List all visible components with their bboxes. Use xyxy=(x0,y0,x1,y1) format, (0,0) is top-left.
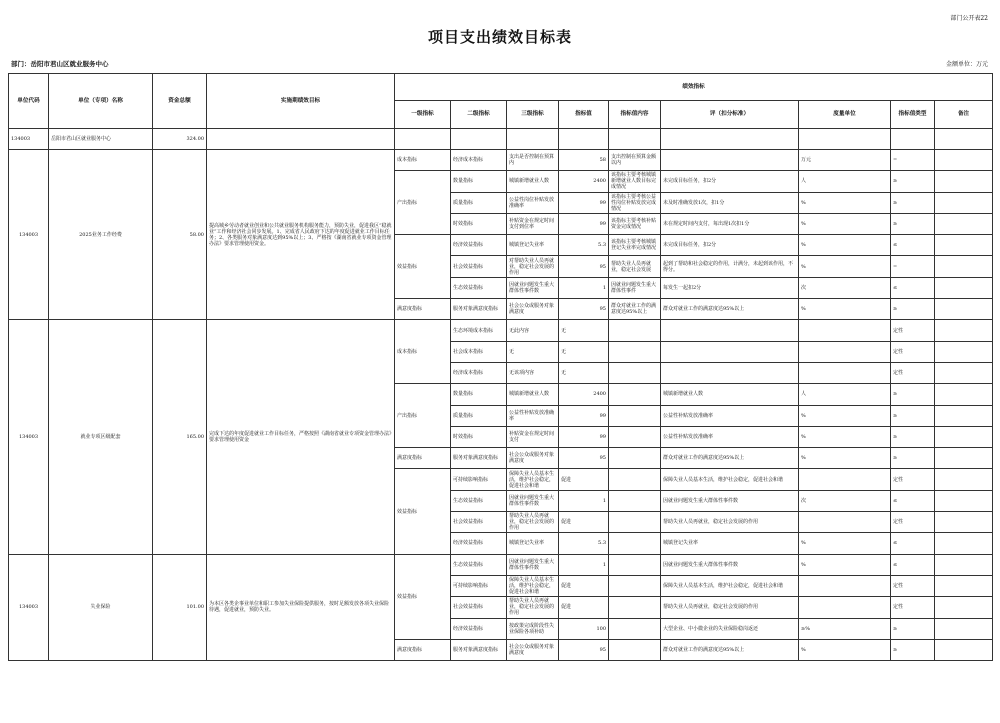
level3-indicator: 无 xyxy=(507,341,559,362)
note-cell xyxy=(935,639,993,660)
indicator-type: ≥ xyxy=(891,299,935,320)
measure-unit xyxy=(799,320,891,341)
col-header-goal: 实施期绩效目标 xyxy=(207,74,395,129)
note-cell xyxy=(935,533,993,554)
note-cell xyxy=(935,384,993,405)
indicator-type: ≤ xyxy=(891,277,935,298)
report-number: 部门公开表22 xyxy=(950,15,988,22)
col-header-code: 单位代码 xyxy=(9,74,49,129)
scoring-criteria: 因就业问题发生重大群体性事件数 xyxy=(661,554,799,575)
level1-indicator: 满意度指标 xyxy=(395,448,451,469)
scoring-criteria xyxy=(661,341,799,362)
level3-indicator: 无该项内容 xyxy=(507,362,559,383)
project-goal: 完成下达的年度促进就业工作目标任务，严格按照《湖南省就业专项资金管理办法》要求管理使用资金 xyxy=(207,320,395,554)
project-name: 失业保险 xyxy=(49,554,153,660)
indicator-type: ≤ xyxy=(891,235,935,256)
indicator-type: ≤ xyxy=(891,490,935,511)
indicator-value: 无 xyxy=(559,362,609,383)
indicator-type: 定性 xyxy=(891,341,935,362)
indicator-content xyxy=(609,426,661,447)
scoring-criteria: 因就业问题发生重大群体性事件数 xyxy=(661,490,799,511)
indicator-value: 2400 xyxy=(559,384,609,405)
indicator-value: 促进 xyxy=(559,512,609,533)
indicator-value: 95 xyxy=(559,639,609,660)
level2-indicator: 数量指标 xyxy=(451,384,507,405)
indicator-type: 定性 xyxy=(891,597,935,618)
measure-unit: 次 xyxy=(799,490,891,511)
level2-indicator: 可持续影响指标 xyxy=(451,575,507,596)
indicator-content: 帮助失业人员再就业，稳定社会发展 xyxy=(609,256,661,277)
indicator-type: ≥ xyxy=(891,213,935,234)
note-cell xyxy=(935,256,993,277)
level1-indicator: 效益指标 xyxy=(395,235,451,299)
level2-indicator: 质量指标 xyxy=(451,405,507,426)
level2-indicator: 数量指标 xyxy=(451,171,507,192)
measure-unit: % xyxy=(799,554,891,575)
indicator-content xyxy=(609,362,661,383)
indicator-content xyxy=(609,639,661,660)
measure-unit: % xyxy=(799,192,891,213)
indicator-type: ≥ xyxy=(891,639,935,660)
indicator-content xyxy=(609,618,661,639)
indicator-value: 促进 xyxy=(559,597,609,618)
currency-unit-label: 金额单位：万元 xyxy=(945,61,988,68)
scoring-criteria: 每发生一起扣2分 xyxy=(661,277,799,298)
indicator-type: ≥ xyxy=(891,426,935,447)
level3-indicator: 社会公众或服务对象满意度 xyxy=(507,448,559,469)
level1-indicator: 产出指标 xyxy=(395,384,451,448)
measure-unit xyxy=(799,575,891,596)
unit-total: 324.00 xyxy=(153,129,207,150)
unit-row xyxy=(9,129,993,150)
indicator-content xyxy=(609,490,661,511)
col-header-content: 指标值内容 xyxy=(609,101,661,129)
indicator-type: = xyxy=(891,256,935,277)
measure-unit: % xyxy=(799,405,891,426)
indicator-value: 95 xyxy=(559,256,609,277)
scoring-criteria: 未完成目标任务，扣2分 xyxy=(661,171,799,192)
scoring-criteria: 大型企业、中小微企业的失业保险稳岗返还 xyxy=(661,618,799,639)
project-code: 134003 xyxy=(9,320,49,554)
level3-indicator: 补贴资金在规定时间支付 xyxy=(507,426,559,447)
indicator-value: 2400 xyxy=(559,171,609,192)
measure-unit xyxy=(799,341,891,362)
level2-indicator: 可持续影响指标 xyxy=(451,469,507,490)
level1-indicator: 成本指标 xyxy=(395,150,451,171)
level3-indicator: 因就业问题发生重大群体性事件数 xyxy=(507,490,559,511)
note-cell xyxy=(935,235,993,256)
note-cell xyxy=(935,448,993,469)
table-row xyxy=(9,150,993,171)
level1-indicator: 产出指标 xyxy=(395,171,451,235)
indicator-type: 定性 xyxy=(891,575,935,596)
indicator-type: ≥ xyxy=(891,405,935,426)
level1-indicator: 效益指标 xyxy=(395,554,451,639)
scoring-criteria: 群众对就业工作的满意度达95%以上 xyxy=(661,299,799,320)
measure-unit: % xyxy=(799,299,891,320)
note-cell xyxy=(935,554,993,575)
indicator-value: 99 xyxy=(559,213,609,234)
level2-indicator: 社会效益指标 xyxy=(451,256,507,277)
measure-unit xyxy=(799,362,891,383)
col-header-l3: 三级指标 xyxy=(507,101,559,129)
project-total: 58.00 xyxy=(153,150,207,320)
scoring-criteria: 帮助失业人员再就业，稳定社会发展的作用 xyxy=(661,512,799,533)
unit-code: 134003 xyxy=(9,129,49,150)
measure-unit: % xyxy=(799,213,891,234)
project-code: 134003 xyxy=(9,554,49,660)
measure-unit: % xyxy=(799,448,891,469)
level2-indicator: 经济效益指标 xyxy=(451,618,507,639)
level3-indicator: 社会公众或服务对象满意度 xyxy=(507,639,559,660)
col-header-total: 资金总额 xyxy=(153,74,207,129)
indicator-value: 无 xyxy=(559,341,609,362)
scoring-criteria: 未完成目标任务，扣2分 xyxy=(661,235,799,256)
level2-indicator: 经济效益指标 xyxy=(451,533,507,554)
level2-indicator: 质量指标 xyxy=(451,192,507,213)
level1-indicator: 成本指标 xyxy=(395,320,451,384)
indicator-value: 95 xyxy=(559,299,609,320)
col-header-name: 单位（专项）名称 xyxy=(49,74,153,129)
note-cell xyxy=(935,192,993,213)
indicator-content: 该指标主要考核公益性岗位补贴发放完成情况 xyxy=(609,192,661,213)
indicator-value: 1 xyxy=(559,554,609,575)
indicator-type: = xyxy=(891,150,935,171)
note-cell xyxy=(935,490,993,511)
project-name: 2025业务工作经费 xyxy=(49,150,153,320)
note-cell xyxy=(935,171,993,192)
project-code: 134003 xyxy=(9,150,49,320)
note-cell xyxy=(935,426,993,447)
scoring-criteria: 帮助失业人员再就业，稳定社会发展的作用 xyxy=(661,597,799,618)
level3-indicator: 因就业问题发生重大群体性事件数 xyxy=(507,277,559,298)
note-cell xyxy=(935,469,993,490)
indicator-value: 促进 xyxy=(559,469,609,490)
note-cell xyxy=(935,362,993,383)
measure-unit: % xyxy=(799,639,891,660)
indicator-value: 5.3 xyxy=(559,235,609,256)
indicator-type: ≥ xyxy=(891,192,935,213)
indicator-value: 无 xyxy=(559,320,609,341)
scoring-criteria: 保障失业人员基本生活，维护社会稳定，促进社会和谐 xyxy=(661,469,799,490)
note-cell xyxy=(935,299,993,320)
indicator-content xyxy=(609,405,661,426)
scoring-criteria: 未在规定时间内支付，每出现1次扣1分 xyxy=(661,213,799,234)
scoring-criteria: 群众对就业工作的满意度达95%以上 xyxy=(661,639,799,660)
indicator-type: ≤ xyxy=(891,533,935,554)
measure-unit: 人 xyxy=(799,171,891,192)
indicator-value: 99 xyxy=(559,405,609,426)
indicator-type: ≥ xyxy=(891,384,935,405)
note-cell xyxy=(935,150,993,171)
table-row xyxy=(9,554,993,575)
col-header-l1: 一级指标 xyxy=(395,101,451,129)
indicator-value: 1 xyxy=(559,277,609,298)
col-header-criteria: 评（扣分标准） xyxy=(661,101,799,129)
measure-unit: 人 xyxy=(799,384,891,405)
project-total: 165.00 xyxy=(153,320,207,554)
level2-indicator: 社会效益指标 xyxy=(451,597,507,618)
level3-indicator: 保障失业人员基本生活，维护社会稳定，促进社会和谐 xyxy=(507,575,559,596)
level1-indicator: 效益指标 xyxy=(395,469,451,554)
level2-indicator: 社会效益指标 xyxy=(451,512,507,533)
level2-indicator: 服务对象满意度指标 xyxy=(451,639,507,660)
indicator-type: ≥ xyxy=(891,448,935,469)
note-cell xyxy=(935,213,993,234)
indicator-value: 99 xyxy=(559,426,609,447)
measure-unit: % xyxy=(799,426,891,447)
project-name: 就业专项区级配套 xyxy=(49,320,153,554)
note-cell xyxy=(935,512,993,533)
level2-indicator: 生态效益指标 xyxy=(451,554,507,575)
indicator-value: 促进 xyxy=(559,575,609,596)
level2-indicator: 社会成本指标 xyxy=(451,341,507,362)
level2-indicator: 经济效益指标 xyxy=(451,235,507,256)
indicator-type: 定性 xyxy=(891,512,935,533)
level3-indicator: 无此内容 xyxy=(507,320,559,341)
note-cell xyxy=(935,575,993,596)
table-row xyxy=(9,320,993,341)
scoring-criteria xyxy=(661,320,799,341)
page-title: 项目支出绩效目标表 xyxy=(427,28,572,46)
indicator-type: ≥ xyxy=(891,171,935,192)
measure-unit xyxy=(799,597,891,618)
indicator-content xyxy=(609,448,661,469)
scoring-criteria: 公益性补贴发放准确率 xyxy=(661,405,799,426)
indicator-content xyxy=(609,469,661,490)
indicator-content: 该指标主要考核城镇登记失业率完成情况 xyxy=(609,235,661,256)
level3-indicator: 帮助失业人员再就业，稳定社会发展的作用 xyxy=(507,512,559,533)
indicator-value: 95 xyxy=(559,448,609,469)
level3-indicator: 城镇新增就业人数 xyxy=(507,171,559,192)
scoring-criteria: 起到了帮助和社会稳定的作用，计满分，未起到该作用，不得分。 xyxy=(661,256,799,277)
department-label: 部门：岳阳市君山区就业服务中心 xyxy=(11,60,109,68)
level3-indicator: 帮助失业人员再就业，稳定社会发展的作用 xyxy=(507,597,559,618)
level3-indicator: 城镇新增就业人数 xyxy=(507,384,559,405)
note-cell xyxy=(935,597,993,618)
indicator-value: 100 xyxy=(559,618,609,639)
scoring-criteria: 保障失业人员基本生活，维护社会稳定，促进社会和谐 xyxy=(661,575,799,596)
indicator-type: 定性 xyxy=(891,320,935,341)
level1-indicator: 满意度指标 xyxy=(395,639,451,660)
measure-unit: % xyxy=(799,256,891,277)
col-header-note: 备注 xyxy=(935,101,993,129)
indicator-value: 1 xyxy=(559,490,609,511)
performance-table xyxy=(8,73,993,661)
project-goal: 提高城乡劳动者就业创业和公共就业服务机构服务能力，预防失业，促进我区“稳就业”工作和经济社会同步发展。1、完成省人民政府下达的年度促进就业工作目标任务；2、各类服务对象满意度达到95%以上；3、严格按《湖南省就业专项资金管理办法》要求管理使用资金。 xyxy=(207,150,395,320)
level2-indicator: 时效指标 xyxy=(451,213,507,234)
scoring-criteria xyxy=(661,150,799,171)
scoring-criteria: 群众对就业工作的满意度达95%以上 xyxy=(661,448,799,469)
col-header-type: 指标值类型 xyxy=(891,101,935,129)
measure-unit: % xyxy=(799,533,891,554)
level2-indicator: 生态效益指标 xyxy=(451,490,507,511)
measure-unit: % xyxy=(799,235,891,256)
indicator-type: 定性 xyxy=(891,362,935,383)
level2-indicator: 生态效益指标 xyxy=(451,277,507,298)
indicator-content xyxy=(609,575,661,596)
level2-indicator: 经济成本指标 xyxy=(451,150,507,171)
measure-unit xyxy=(799,512,891,533)
col-header-value: 指标值 xyxy=(559,101,609,129)
col-header-indicators: 绩效指标 xyxy=(395,74,993,101)
indicator-content xyxy=(609,341,661,362)
indicator-value: 99 xyxy=(559,192,609,213)
note-cell xyxy=(935,341,993,362)
level3-indicator: 城镇登记失业率 xyxy=(507,235,559,256)
indicator-type: ≥ xyxy=(891,618,935,639)
level2-indicator: 生态环境成本指标 xyxy=(451,320,507,341)
indicator-content xyxy=(609,384,661,405)
level3-indicator: 社会公众或服务对象满意度 xyxy=(507,299,559,320)
note-cell xyxy=(935,277,993,298)
level3-indicator: 公益性补贴发放准确率 xyxy=(507,405,559,426)
col-header-measure: 度量单位 xyxy=(799,101,891,129)
measure-unit: 万元 xyxy=(799,150,891,171)
indicator-content: 该指标主要考核城镇新增就业人数目标完成情况 xyxy=(609,171,661,192)
level3-indicator: 支出是否控制在预算内 xyxy=(507,150,559,171)
project-total: 101.00 xyxy=(153,554,207,660)
indicator-content: 该指标主要考核补贴资金完成情况 xyxy=(609,213,661,234)
indicator-type: ≤ xyxy=(891,554,935,575)
level3-indicator: 因就业问题发生重大群体性事件数 xyxy=(507,554,559,575)
indicator-content: 因就业问题发生重大群体性事件 xyxy=(609,277,661,298)
scoring-criteria: 城镇登记失业率 xyxy=(661,533,799,554)
indicator-content xyxy=(609,597,661,618)
col-header-l2: 二级指标 xyxy=(451,101,507,129)
level3-indicator: 城镇登记失业率 xyxy=(507,533,559,554)
indicator-value: 58 xyxy=(559,150,609,171)
project-goal: 为本区各类企事业单位和职工参加失业保险提供服务，按时足额发放各项失业保险待遇，促进就业，预防失业。 xyxy=(207,554,395,660)
level1-indicator: 满意度指标 xyxy=(395,299,451,320)
indicator-value: 5.3 xyxy=(559,533,609,554)
indicator-content: 支出控制在预算金额以内 xyxy=(609,150,661,171)
measure-unit: 次 xyxy=(799,277,891,298)
indicator-content xyxy=(609,320,661,341)
indicator-type: 定性 xyxy=(891,469,935,490)
note-cell xyxy=(935,405,993,426)
indicator-content xyxy=(609,512,661,533)
level3-indicator: 对帮助失业人员再就业，稳定社会发展的作用 xyxy=(507,256,559,277)
indicator-content: 群众对就业工作的满意度达95%以上 xyxy=(609,299,661,320)
indicator-content xyxy=(609,554,661,575)
unit-name: 岳阳市君山区就业服务中心 xyxy=(49,129,153,150)
scoring-criteria: 公益性补贴发放准确率 xyxy=(661,426,799,447)
level3-indicator: 公益性岗位补贴发放准确率 xyxy=(507,192,559,213)
level3-indicator: 保障失业人员基本生活，维护社会稳定，促进社会和谐 xyxy=(507,469,559,490)
scoring-criteria xyxy=(661,362,799,383)
level3-indicator: 补贴资金在规定时间支付到位率 xyxy=(507,213,559,234)
note-cell xyxy=(935,618,993,639)
level2-indicator: 服务对象满意度指标 xyxy=(451,299,507,320)
indicator-content xyxy=(609,533,661,554)
measure-unit xyxy=(799,469,891,490)
level2-indicator: 经济成本指标 xyxy=(451,362,507,383)
level3-indicator: 按政策完成阶段性失业保险各项补助 xyxy=(507,618,559,639)
level2-indicator: 时效指标 xyxy=(451,426,507,447)
scoring-criteria: 城镇新增就业人数 xyxy=(661,384,799,405)
measure-unit: ≥% xyxy=(799,618,891,639)
note-cell xyxy=(935,320,993,341)
level2-indicator: 服务对象满意度指标 xyxy=(451,448,507,469)
scoring-criteria: 未及时准确发放1次，扣1分 xyxy=(661,192,799,213)
